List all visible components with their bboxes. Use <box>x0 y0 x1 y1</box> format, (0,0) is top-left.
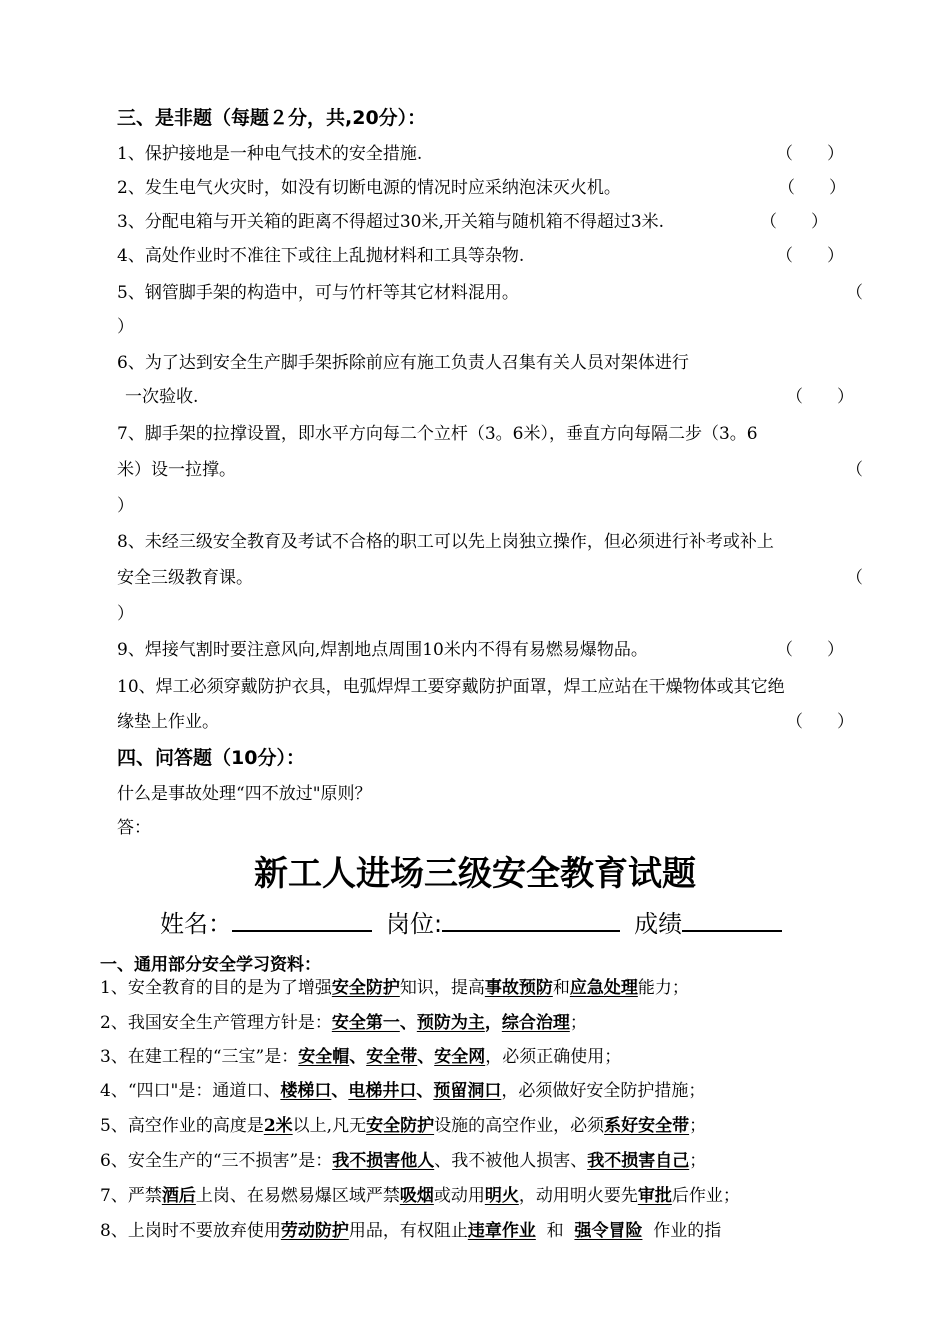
section3-heading: 三、是非题（每题２分，共,20分）： <box>117 107 427 129</box>
exam-info-row <box>160 906 782 940</box>
section1-heading: 一、通用部分安全学习资料： <box>100 955 321 975</box>
answer-paren-9: （ ） <box>776 640 844 660</box>
answer-label: 答： <box>117 818 151 838</box>
rule-2: 2、我国安全生产管理方针是：安全第一、预防为主，综合治理； <box>100 1013 587 1033</box>
section4-heading: 四、问答题（10分）： <box>117 747 305 769</box>
answer-paren-4: （ ） <box>776 246 844 266</box>
keyword: 预留洞口 <box>433 1081 502 1101</box>
question-10-cont: 缘垫上作业。 <box>117 712 219 732</box>
keyword: 安全防护 <box>366 1116 435 1136</box>
question-7: 7、脚手架的拉撑设置，即水平方向每二个立杆（3。6米），垂直方向每隔二步（3。6 <box>117 424 758 444</box>
keyword: 安全带 <box>366 1047 418 1067</box>
keyword: 强令冒险 <box>574 1221 643 1241</box>
keyword: 电梯井口 <box>348 1081 417 1101</box>
rule-5: 5、高空作业的高度是2米以上,凡无安全防护设施的高空作业，必须系好安全带； <box>100 1116 707 1136</box>
keyword: 综合治理 <box>501 1013 570 1033</box>
score-label: 成绩 <box>634 910 683 938</box>
keyword: 应急处理 <box>569 978 638 998</box>
keyword: 安全帽 <box>298 1047 350 1067</box>
keyword: 安全网 <box>434 1047 486 1067</box>
position-blank[interactable] <box>442 906 620 932</box>
question-8-cont: 安全三级教育课。 <box>117 568 253 588</box>
position-label: 岗位: <box>386 910 443 938</box>
question-2: 2、发生电气火灾时，如没有切断电源的情况时应采纳泡沫灭火机。 <box>117 178 621 198</box>
keyword: 吸烟 <box>399 1186 434 1206</box>
answer-paren-6: （ ） <box>786 387 854 407</box>
keyword: 系好安全带 <box>604 1116 690 1136</box>
question-6-cont: 一次验收. <box>125 387 199 407</box>
rule-6: 6、安全生产的“三不损害”是：我不损害他人、我不被他人损害、我不损害自己； <box>100 1151 707 1171</box>
keyword: 违章作业 <box>467 1221 536 1241</box>
rule-8: 8、上岗时不要放弃使用劳动防护用品，有权阻止违章作业 和 强令冒险 作业的指 <box>100 1221 722 1241</box>
keyword: 劳动防护 <box>280 1221 349 1241</box>
rule-1: 1、安全教育的目的是为了增强安全防护知识，提高事故预防和应急处理能力； <box>100 978 689 998</box>
answer-paren-5-open: （ <box>846 283 863 303</box>
score-blank[interactable] <box>682 906 782 932</box>
question-7-cont: 米）设一拉撑。 <box>117 460 236 480</box>
keyword: 楼梯口 <box>280 1081 332 1101</box>
rule-7: 7、严禁酒后上岗、在易燃易爆区域严禁吸烟或动用明火，动用明火要先审批后作业； <box>100 1186 740 1206</box>
answer-paren-7-close: ） <box>117 496 134 516</box>
question-10: 10、焊工必须穿戴防护衣具，电弧焊焊工要穿戴防护面罩，焊工应站在干燥物体或其它绝 <box>117 677 785 697</box>
question-4: 4、高处作业时不准往下或往上乱抛材料和工具等杂物. <box>117 246 525 266</box>
essay-question: 什么是事故处理“四不放过"原则？ <box>117 784 372 804</box>
keyword: 酒后 <box>161 1186 196 1206</box>
keyword: 安全防护 <box>331 978 400 998</box>
question-3: 3、分配电箱与开关箱的距离不得超过30米,开关箱与随机箱不得超过3米. <box>117 212 665 232</box>
answer-paren-8-open: （ <box>846 568 863 588</box>
rule-4: 4、“四口"是：通道口、楼梯口、电梯井口、预留洞口，必须做好安全防护措施； <box>100 1081 706 1101</box>
name-label: 姓名： <box>160 910 232 938</box>
keyword: 审批 <box>637 1186 672 1206</box>
rule-3: 3、在建工程的“三宝”是：安全帽、安全带、安全网，必须正确使用； <box>100 1047 622 1067</box>
question-1: 1、保护接地是一种电气技术的安全措施. <box>117 144 423 164</box>
answer-paren-7-open: （ <box>846 460 863 480</box>
exam-title: 新工人进场三级安全教育试题 <box>254 854 696 894</box>
question-6: 6、为了达到安全生产脚手架拆除前应有施工负责人召集有关人员对架体进行 <box>117 353 689 373</box>
answer-paren-1: （ ） <box>776 144 844 164</box>
keyword: 事故预防 <box>484 978 553 998</box>
question-9: 9、焊接气割时要注意风向,焊割地点周围10米内不得有易燃易爆物品。 <box>117 640 648 660</box>
name-blank[interactable] <box>232 906 372 932</box>
answer-paren-2: （ ） <box>778 178 846 198</box>
answer-paren-10: （ ） <box>786 712 854 732</box>
keyword: 我不损害自己 <box>587 1151 690 1171</box>
answer-paren-8-close: ） <box>117 604 134 624</box>
keyword: 2米 <box>263 1116 293 1136</box>
answer-paren-3: （ ） <box>760 212 828 232</box>
keyword: 安全第一 <box>331 1013 400 1033</box>
answer-paren-5-close: ） <box>117 317 134 337</box>
question-8: 8、未经三级安全教育及考试不合格的职工可以先上岗独立操作，但必须进行补考或补上 <box>117 532 774 552</box>
keyword: 我不损害他人 <box>332 1151 435 1171</box>
question-5: 5、钢管脚手架的构造中，可与竹杆等其它材料混用。 <box>117 283 519 303</box>
keyword: 明火 <box>484 1186 519 1206</box>
keyword: 预防为主 <box>416 1013 485 1033</box>
